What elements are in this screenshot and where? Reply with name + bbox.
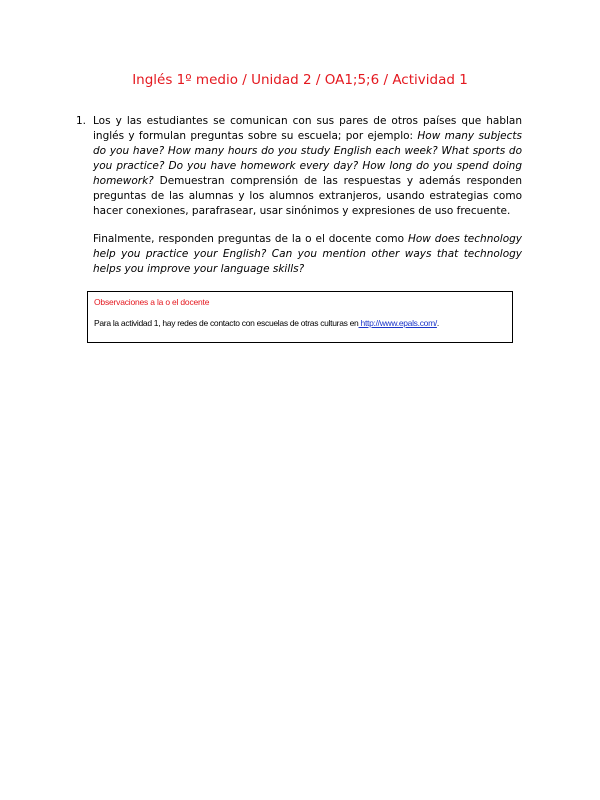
- activity-paragraph-1: [93, 114, 522, 219]
- paragraph-2-questions: How does technology help you practice your English? Can you mention other ways that technology helps you improve your language skills?: [93, 233, 522, 275]
- paragraph-2-intro: Finalmente, responden preguntas de la o el docente como: [93, 233, 408, 245]
- page-title: Inglés 1º medio / Unidad 2 / OA1;5;6 / Actividad 1: [132, 72, 468, 88]
- observations-text: [94, 317, 506, 329]
- observations-period: .: [436, 318, 439, 328]
- activity-body: [93, 114, 522, 277]
- activity-paragraph-2: [93, 232, 522, 277]
- paragraph-1-strategies: Demuestran comprensión de las respuestas y además responden preguntas de las alumnas y los alumnos extranjeros, usando estrategias como hacer conexiones, parafrasear, usar sinónimos y expresiones de uso frecuente.: [93, 175, 522, 217]
- observations-body: Para la actividad 1, hay redes de contacto con escuelas de otras culturas en: [94, 318, 359, 328]
- observations-box: [87, 291, 513, 343]
- paragraph-1-intro: Los y las estudiantes se comunican con sus pares de otros países que hablan inglés y formulan preguntas sobre su escuela; por ejemplo:: [93, 115, 522, 142]
- activity-number: 1.: [76, 115, 87, 127]
- epals-link[interactable]: http://www.epals.com/: [358, 318, 437, 328]
- activity-item: [76, 114, 522, 277]
- paragraph-1-example-questions: How many subjects do you have? How many hours do you study English each week? What sports do you practice? Do you have homework every day? How long do you spend doing homework?: [93, 130, 522, 187]
- observations-title: Observaciones a la o el docente: [94, 297, 210, 307]
